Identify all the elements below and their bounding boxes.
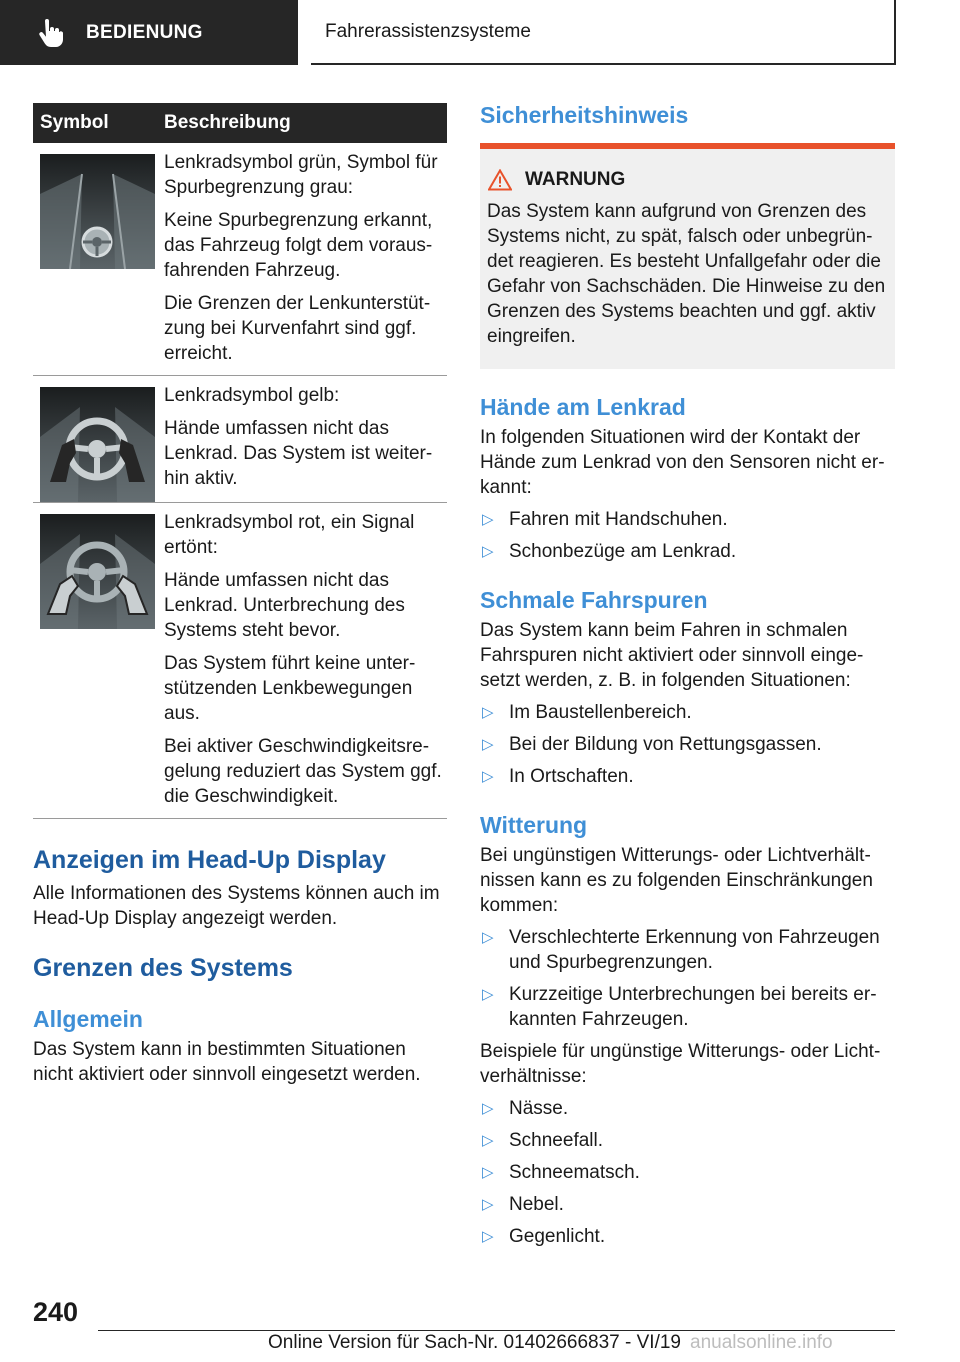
list-item: ▷ In Ortschaften.	[482, 766, 634, 787]
section-label: BEDIENUNG	[86, 21, 203, 43]
section-tab	[0, 0, 298, 65]
steering-wheel-hands-yellow-icon	[40, 387, 155, 502]
list-item: ▷ Nebel.	[482, 1194, 564, 1215]
hud-text: Alle Informationen des Systems können auch im Head-Up Display angezeigt werden.	[33, 883, 440, 929]
examples-list	[480, 1096, 895, 1249]
list-item: ▷ Im Baustellenbereich.	[482, 702, 692, 723]
hands-list	[480, 507, 895, 564]
description-paragraph: Keine Spurbegrenzung erkannt, das Fahrzeug folgt dem vorausfahrenden Fahrzeug.	[164, 210, 433, 281]
general-text: Das System kann in bestimmten Situationen nicht aktiviert oder sinnvoll eingesetzt werden.	[33, 1039, 421, 1085]
warning-box	[480, 143, 895, 369]
description-cell	[164, 143, 447, 375]
list-item: ▷ Bei der Bildung von Rettungsgassen.	[482, 734, 822, 755]
description-paragraph: Hände umfassen nicht das Lenkrad. Das System ist weiterhin aktiv.	[164, 418, 433, 489]
triangle-bullet-icon: ▷	[482, 986, 494, 1003]
triangle-bullet-icon: ▷	[482, 768, 494, 785]
triangle-bullet-icon: ▷	[482, 1164, 494, 1181]
footer-divider	[98, 1330, 895, 1331]
description-cell	[164, 503, 447, 818]
lanes-list	[480, 700, 895, 789]
table-row	[33, 376, 447, 503]
steering-wheel-hands-red-icon	[40, 514, 155, 629]
table-header	[33, 103, 447, 143]
watermark: anualsonline.info	[690, 1332, 833, 1353]
hud-heading: Anzeigen im Head-Up Display	[33, 846, 386, 874]
chapter-header	[311, 0, 896, 65]
list-item: ▷ Fahren mit Handschuhen.	[482, 509, 728, 530]
hands-text: In folgenden Situationen wird der Kontakt der Hände zum Lenkrad von den Sensoren nicht erkannt:	[480, 427, 885, 498]
list-item: ▷ Nässe.	[482, 1098, 569, 1119]
description-paragraph: Lenkradsymbol rot, ein Signal ertönt:	[164, 512, 415, 558]
warning-text: Das System kann aufgrund von Grenzen des Systems nicht, zu spät, falsch oder unbegründet reagieren. Es besteht Unfallgefahr oder die Gefahr von Sachschäden. Die Hinweise zu den Grenzen des Systems beachten und ggf. aktiv eingreifen.	[487, 201, 886, 347]
list-item: ▷ Verschlechterte Erkennung von Fahrzeugen und Spurbegrenzungen.	[482, 927, 880, 973]
safety-heading: Sicherheitshinweis	[480, 102, 689, 128]
warning-triangle-icon	[488, 169, 512, 191]
list-item: ▷ Schneematsch.	[482, 1162, 640, 1183]
table-row	[33, 503, 447, 819]
column-header-description: Beschreibung	[164, 112, 291, 133]
description-paragraph: Lenkradsymbol grün, Symbol für Spurbegrenzung grau:	[164, 152, 438, 198]
triangle-bullet-icon: ▷	[482, 511, 494, 528]
limits-heading: Grenzen des Systems	[33, 954, 293, 982]
lanes-text: Das System kann beim Fahren in schmalen Fahrspuren nicht aktiviert oder sinnvoll eingesetzt werden, z. B. in folgenden Situationen:	[480, 620, 864, 691]
general-heading: Allgemein	[33, 1006, 143, 1032]
lanes-heading: Schmale Fahrspuren	[480, 587, 708, 613]
triangle-bullet-icon: ▷	[482, 1100, 494, 1117]
steering-wheel-green-icon	[40, 154, 155, 269]
triangle-bullet-icon: ▷	[482, 1132, 494, 1149]
triangle-bullet-icon: ▷	[482, 1196, 494, 1213]
page-number: 240	[33, 1297, 79, 1327]
triangle-bullet-icon: ▷	[482, 1228, 494, 1245]
triangle-bullet-icon: ▷	[482, 736, 494, 753]
description-paragraph: Lenkradsymbol gelb:	[164, 385, 340, 406]
description-paragraph: Die Grenzen der Lenkunterstützung bei Kurvenfahrt sind ggf. erreicht.	[164, 293, 431, 364]
chapter-title: Fahrerassistenzsysteme	[325, 20, 531, 42]
hands-heading: Hände am Lenkrad	[480, 394, 686, 420]
list-item: ▷ Gegenlicht.	[482, 1226, 606, 1247]
list-item: ▷ Schonbezüge am Lenkrad.	[482, 541, 737, 562]
description-cell	[164, 376, 447, 502]
list-item: ▷ Kurzzeitige Unterbrechungen bei bereits erkannten Fahrzeugen.	[482, 984, 877, 1030]
column-header-symbol: Symbol	[40, 112, 109, 133]
weather-heading: Witterung	[480, 812, 588, 838]
right-column	[480, 101, 895, 1249]
description-paragraph: Bei aktiver Geschwindigkeitsregelung reduziert das System ggf. die Geschwindigkeit.	[164, 736, 442, 807]
list-item: ▷ Schneefall.	[482, 1130, 604, 1151]
hand-pointer-icon	[38, 19, 64, 47]
warning-label: WARNUNG	[525, 169, 626, 190]
description-paragraph: Das System führt keine unterstützenden Lenkbewegungen aus.	[164, 653, 416, 724]
triangle-bullet-icon: ▷	[482, 704, 494, 721]
triangle-bullet-icon: ▷	[482, 543, 494, 560]
weather-list	[480, 925, 895, 1032]
triangle-bullet-icon: ▷	[482, 929, 494, 946]
left-column	[33, 103, 447, 1087]
description-paragraph: Hände umfassen nicht das Lenkrad. Unterbrechung des Systems steht bevor.	[164, 570, 405, 641]
warning-title	[487, 169, 888, 191]
symbol-cell	[33, 143, 164, 375]
online-version-text: Online Version für Sach-Nr. 01402666837 - VI/19	[268, 1332, 681, 1353]
examples-text: Beispiele für ungünstige Witterungs- oder Lichtverhältnisse:	[480, 1041, 881, 1087]
symbol-cell	[33, 503, 164, 818]
table-row	[33, 143, 447, 376]
symbol-cell	[33, 376, 164, 502]
weather-text: Bei ungünstigen Witterungs- oder Lichtverhältnissen kann es zu folgenden Einschränkungen kommen:	[480, 845, 873, 916]
